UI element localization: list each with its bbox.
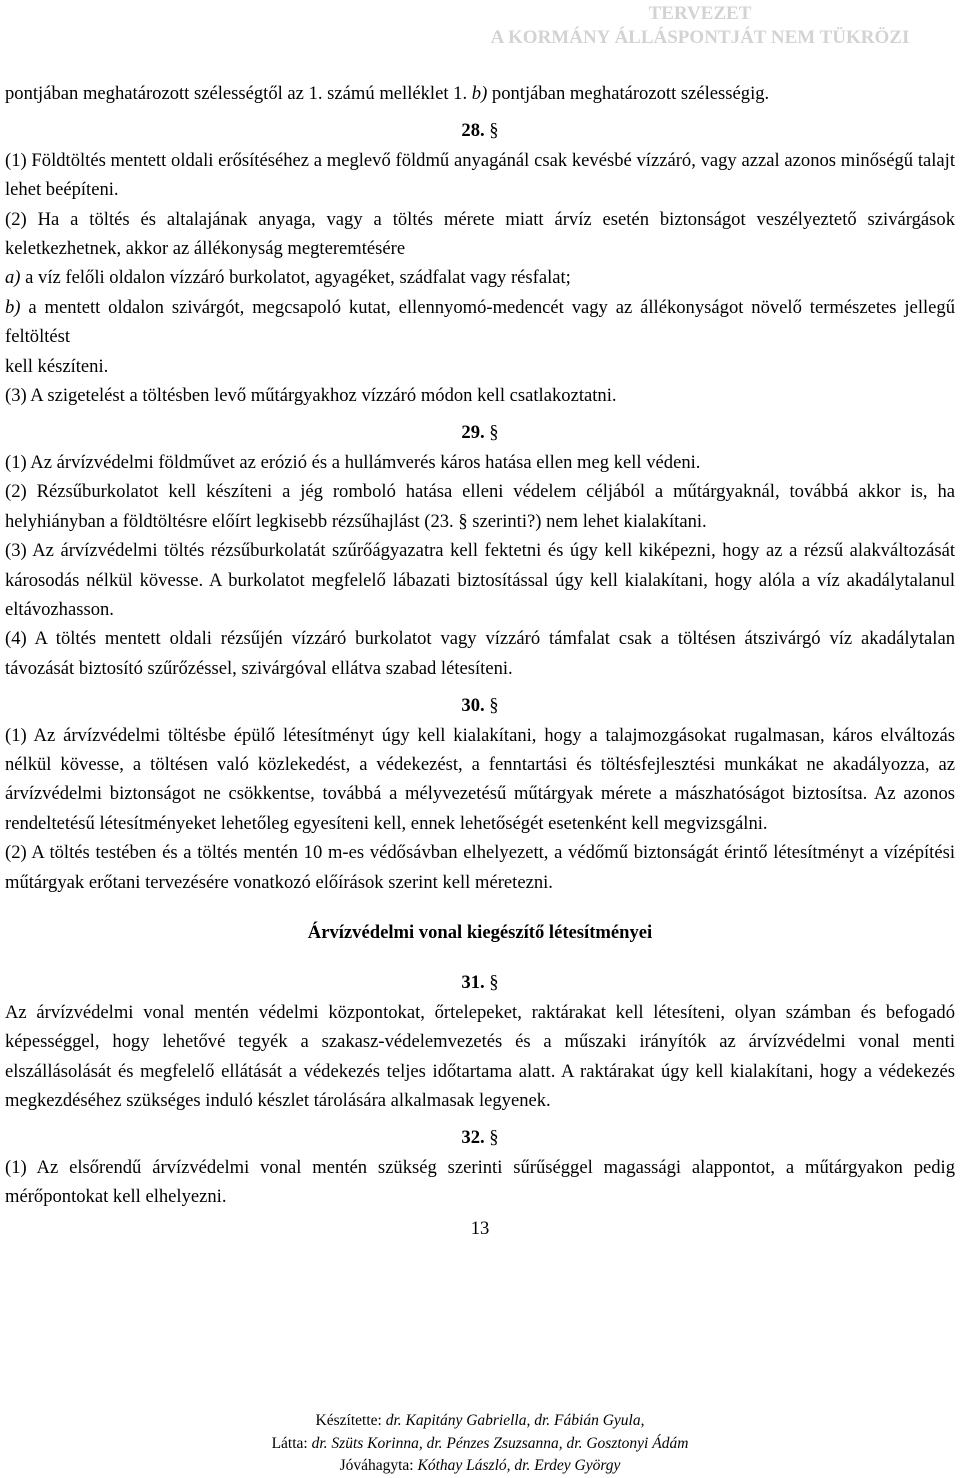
section-number: 28. xyxy=(461,120,485,142)
s28-point-a xyxy=(5,263,955,292)
s31-paragraph-1: Az árvízvédelmi vonal mentén védelmi központokat, őrtelepeket, raktárakat kell létesíteni, olyan számban és befogadó képességgel, hogy lehetővé tegyék a szakasz-védelemvezetés és a műszaki irányítók az árvízvédelmi vonal menti elszállásolását és megfelelő ellátását a védekezés teljes időtartama alatt. A raktárakat úgy kell kialakítani, hogy a védekezés megkezdéséhez szükséges induló készlet tárolására alkalmasak legyenek. xyxy=(5,1001,955,1111)
s28-paragraph-2-end: kell készíteni. xyxy=(5,355,109,377)
s28-point-b xyxy=(5,293,955,352)
section-32-heading xyxy=(5,1123,955,1152)
section-sign: § xyxy=(489,972,499,994)
s28-paragraph-1: (1) Földtöltés mentett oldali erősítéséhez a meglevő földmű anyagánál csak kevésbé vízzáró, vagy azzal azonos minőségű talajt lehet beépíteni. xyxy=(5,149,955,201)
s32-paragraph-1: (1) Az elsőrendű árvízvédelmi vonal mentén szükség szerinti sűrűséggel magassági alappontot, a műtárgyakon pedig mérőpontokat kell elhelyezni. xyxy=(5,1156,955,1208)
section-28-heading xyxy=(5,116,955,145)
draft-watermark xyxy=(450,2,950,50)
watermark-line-2: A KORMÁNY ÁLLÁSPONTJÁT NEM TÜKRÖZI xyxy=(490,27,910,48)
section-sign: § xyxy=(489,695,499,717)
s29-paragraph-4: (4) A töltés mentett oldali rézsűjén vízzáró burkolatot vagy vízzáró támfalat csak a töltésen átszivárgó víz akadálytalan távozását biztosító szűrőzéssel, szivárgóval ellátva szabad létesíteni. xyxy=(5,628,955,679)
s30-paragraph-1: (1) Az árvízvédelmi töltésbe épülő létesítményt úgy kell kialakítani, hogy a talajmozgásokat rugalmasan, káros elváltozás nélkül kövesse, a töltésen való közlekedést, a védekezést, a fenntartási és töltésfejlesztési munkákat ne akadályozza, az árvízvédelmi biztonságot ne csökkentse, továbbá a mélyvezetésű műtárgyak mérete a mászhatóságot biztosítsa. Az azonos rendeltetésű létesítményeket lehetőleg egyesíteni kell, ennek lehetőségét esetenként kell megvizsgálni. xyxy=(5,724,955,834)
point-text: a mentett oldalon szivárgót, megcsapoló kutat, ellennyomó-medencét vagy az állékonyságot növelő természetes jellegű feltöltést xyxy=(5,296,955,348)
continuation-paragraph xyxy=(5,79,955,108)
section-number: 29. xyxy=(461,422,485,444)
continuation-ref: b) xyxy=(471,83,488,104)
watermark-line-1: TERVEZET xyxy=(648,3,752,24)
s28-paragraph-2: (2) Ha a töltés és altalajának anyaga, vagy a töltés mérete miatt árvíz esetén biztonságot veszélyeztető szivárgások keletkezhetnek, akkor az állékonyság megteremtésére xyxy=(5,208,955,260)
footer-label: Jóváhagyta: xyxy=(339,1457,418,1474)
footer-names: dr. Kapitány Gabriella, dr. Fábián Gyula, xyxy=(385,1412,645,1429)
document-footer xyxy=(0,1410,960,1478)
footer-label: Látta: xyxy=(271,1434,312,1452)
footer-approved-by xyxy=(0,1455,960,1478)
point-label: b) xyxy=(5,296,21,318)
section-sign: § xyxy=(489,120,499,142)
document-body xyxy=(5,79,955,1243)
section-31-heading xyxy=(5,968,955,997)
page-number: 13 xyxy=(470,1217,490,1239)
point-label: a) xyxy=(5,267,21,289)
s30-paragraph-2: (2) A töltés testében és a töltés mentén 10 m-es védősávban elhelyezett, a védőmű biztonságát érintő létesítményt a vízépítési műtárgyak erőtani tervezésére vonatkozó előírások szerint kell méretezni. xyxy=(5,842,955,893)
section-29-heading xyxy=(5,418,955,447)
section-number: 32. xyxy=(461,1127,485,1149)
s28-paragraph-3: (3) A szigetelést a töltésben levő műtárgyakhoz vízzáró módon kell csatlakoztatni. xyxy=(5,385,617,407)
s29-paragraph-3: (3) Az árvízvédelmi töltés rézsűburkolatát szűrőágyazatra kell fektetni és úgy kell kiképezni, hogy az a rézsű alakváltozását károsodás nélkül kövesse. A burkolatot megfelelő lábazati biztosítással úgy kell kialakítani, hogy alóla a víz akadálytalanul eltávozhasson. xyxy=(5,540,955,620)
chapter-heading: Árvízvédelmi vonal kiegészítő létesítményei xyxy=(307,921,653,943)
continuation-text: pontjában meghatározott szélességtől az 1. számú melléklet 1. xyxy=(5,83,472,104)
section-30-heading xyxy=(5,691,955,720)
section-number: 31. xyxy=(461,972,485,994)
footer-names: Kóthay László, dr. Erdey György xyxy=(417,1457,621,1474)
section-sign: § xyxy=(489,422,499,444)
footer-names: dr. Szüts Korinna, dr. Pénzes Zsuzsanna, dr. Gosztonyi Ádám xyxy=(311,1434,689,1452)
footer-reviewed-by xyxy=(0,1433,960,1456)
continuation-text-2: pontjában meghatározott szélességig. xyxy=(487,83,770,104)
footer-prepared-by xyxy=(0,1410,960,1433)
point-text: a víz felőli oldalon vízzáró burkolatot, agyagéket, szádfalat vagy résfalat; xyxy=(20,267,571,289)
section-number: 30. xyxy=(461,695,485,717)
s29-paragraph-1: (1) Az árvízvédelmi földművet az erózió és a hullámverés káros hatása ellen meg kell védeni. xyxy=(5,451,701,473)
section-sign: § xyxy=(489,1127,499,1149)
s29-paragraph-2: (2) Rézsűburkolatot kell készíteni a jég romboló hatása elleni védelem céljából a műtárgyaknál, továbbá akkor is, ha helyhiányban a földtöltésre előírt legkisebb rézsűhajlást (23. § szerinti?) nem lehet kialakítani. xyxy=(5,481,955,532)
footer-label: Készítette: xyxy=(315,1412,386,1429)
